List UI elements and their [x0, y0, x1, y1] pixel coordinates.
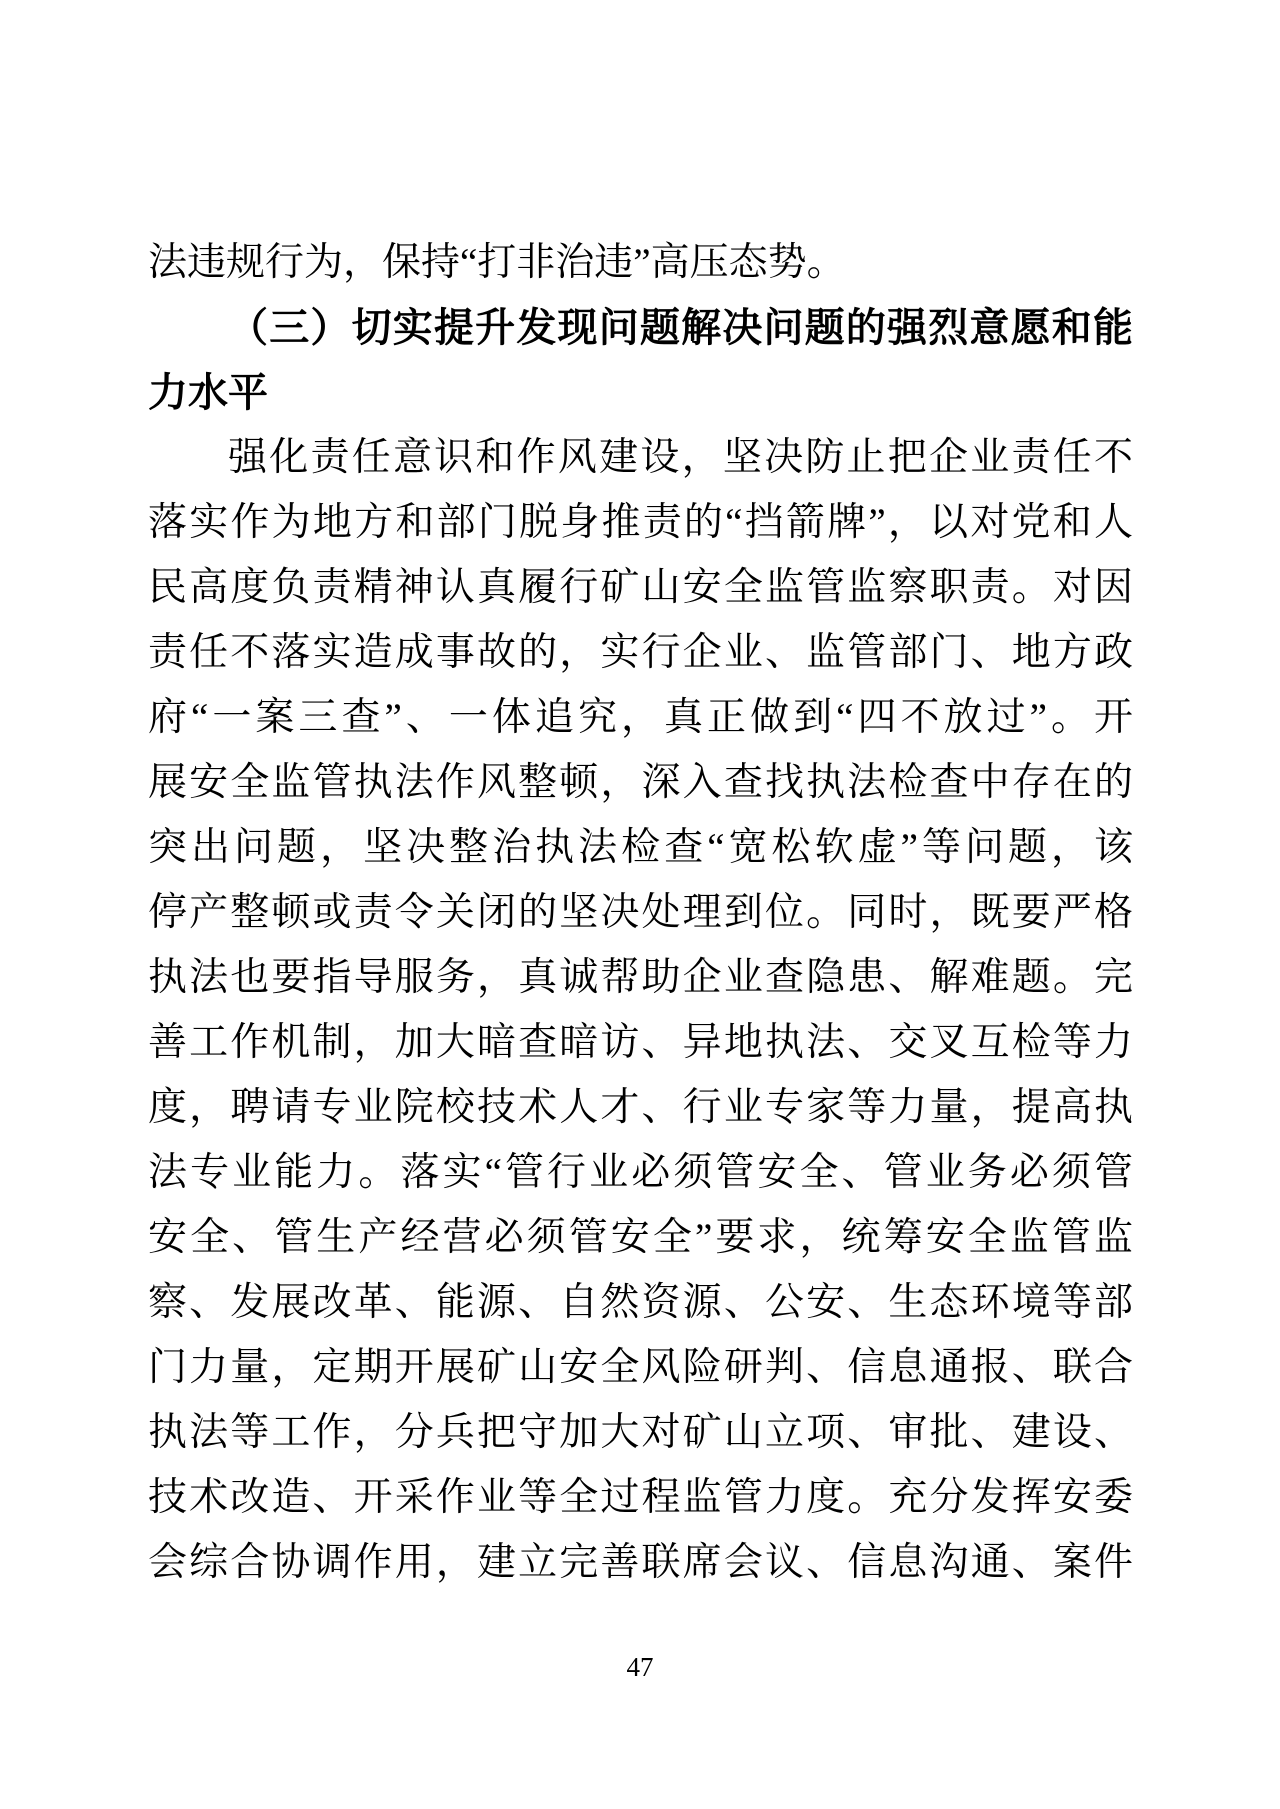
page-number: 47: [626, 1652, 654, 1682]
text-line: 法专业能力。落实“管行业必须管安全、管业务必须管: [148, 1151, 1133, 1194]
text-line: 府“一案三查”、一体追究，真正做到“四不放过”。开: [148, 696, 1133, 739]
text-line: 察、发展改革、能源、自然资源、公安、生态环境等部: [148, 1281, 1133, 1324]
text-line: 突出问题，坚决整治执法检查“宽松软虚”等问题，该: [148, 826, 1133, 869]
text-line: 会综合协调作用，建立完善联席会议、信息沟通、案件: [148, 1541, 1133, 1584]
section-heading-line: 力水平: [148, 370, 268, 415]
text-line: 民高度负责精神认真履行矿山安全监管监察职责。对因: [148, 566, 1133, 609]
text-line: 执法等工作，分兵把守加大对矿山立项、审批、建设、: [148, 1411, 1133, 1454]
text-line: 停产整顿或责令关闭的坚决处理到位。同时，既要严格: [148, 891, 1133, 934]
text-line: 度，聘请专业院校技术人才、行业专家等力量，提高执: [148, 1086, 1133, 1129]
text-line: 展安全监管执法作风整顿，深入查找执法检查中存在的: [148, 761, 1133, 804]
text-line: 安全、管生产经营必须管安全”要求，统筹安全监管监: [148, 1216, 1133, 1259]
text-line: 门力量，定期开展矿山安全风险研判、信息通报、联合: [148, 1346, 1133, 1389]
section-heading-line: （三）切实提升发现问题解决问题的强烈意愿和能: [228, 305, 1133, 350]
document-body: [148, 230, 1133, 1595]
text-line: 强化责任意识和作风建设，坚决防止把企业责任不: [228, 436, 1133, 479]
text-line: 执法也要指导服务，真诚帮助企业查隐患、解难题。完: [148, 956, 1133, 999]
text-line: 技术改造、开采作业等全过程监管力度。充分发挥安委: [148, 1476, 1133, 1519]
text-line: 法违规行为，保持“打非治违”高压态势。: [148, 241, 846, 284]
text-line: 落实作为地方和部门脱身推责的“挡箭牌”，以对党和人: [148, 501, 1133, 544]
text-line: 责任不落实造成事故的，实行企业、监管部门、地方政: [148, 631, 1133, 674]
text-line: 善工作机制，加大暗查暗访、异地执法、交叉互检等力: [148, 1021, 1133, 1064]
